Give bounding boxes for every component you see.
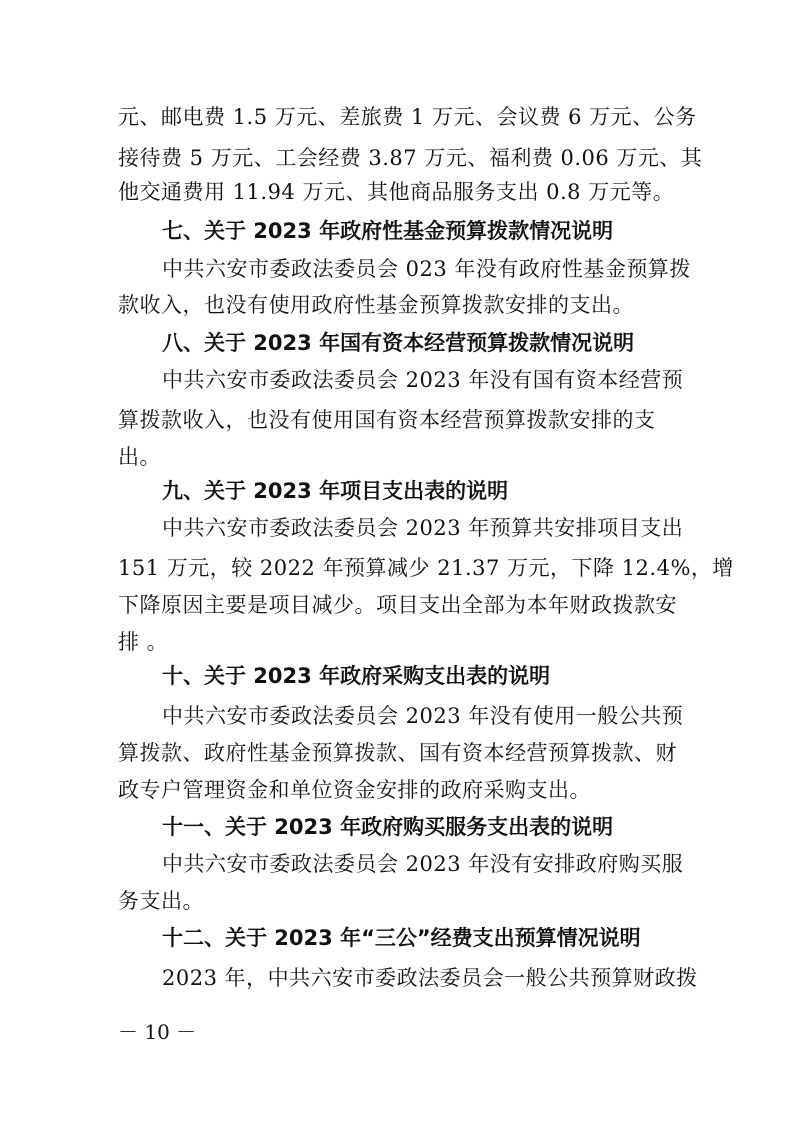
section-heading-10: 十、关于 2023 年政府采购支出表的说明 [162,664,551,688]
section-heading-7: 七、关于 2023 年政府性基金预算拨款情况说明 [162,219,614,243]
paragraph-line: 算拨款、政府性基金预算拨款、国有资本经营预算拨款、财 [118,741,677,765]
section-heading-8: 八、关于 2023 年国有资本经营预算拨款情况说明 [162,331,635,355]
page-number: － 10 － [118,1020,197,1044]
section-heading-9: 九、关于 2023 年项目支出表的说明 [162,479,509,503]
paragraph-line: 2023 年，中共六安市委政法委员会一般公共预算财政拨 [162,966,698,990]
paragraph-line: 出。 [118,445,161,469]
section-heading-12: 十二、关于 2023 年“三公”经费支出预算情况说明 [162,926,641,950]
section-heading-11: 十一、关于 2023 年政府购买服务支出表的说明 [162,815,614,839]
paragraph-line: 中共六安市委政法委员会 023 年没有政府性基金预算拨 [162,257,691,281]
paragraph-line: 中共六安市委政法委员会 2023 年预算共安排项目支出 [162,516,684,540]
paragraph-line: 151 万元，较 2022 年预算减少 21.37 万元，下降 12.4%，增 [118,556,734,580]
paragraph-line: 他交通费用 11.94 万元、其他商品服务支出 0.8 万元等。 [118,180,675,204]
paragraph-line: 下降原因主要是项目减少。项目支出全部为本年财政拨款安 [118,593,677,617]
paragraph-line: 务支出。 [118,889,204,913]
paragraph-line: 排 。 [118,630,169,654]
paragraph-line: 款收入，也没有使用政府性基金预算拨款安排的支出。 [118,293,634,317]
paragraph-line: 中共六安市委政法委员会 2023 年没有使用一般公共预 [162,704,684,728]
paragraph-line: 中共六安市委政法委员会 2023 年没有安排政府购买服 [162,852,684,876]
paragraph-line: 算拨款收入，也没有使用国有资本经营预算拨款安排的支 [118,408,656,432]
paragraph-line: 中共六安市委政法委员会 2023 年没有国有资本经营预 [162,368,684,392]
paragraph-line: 政专户管理资金和单位资金安排的政府采购支出。 [118,778,591,802]
paragraph-line: 接待费 5 万元、工会经费 3.87 万元、福利费 0.06 万元、其 [118,146,703,170]
paragraph-line: 元、邮电费 1.5 万元、差旅费 1 万元、会议费 6 万元、公务 [118,105,697,129]
